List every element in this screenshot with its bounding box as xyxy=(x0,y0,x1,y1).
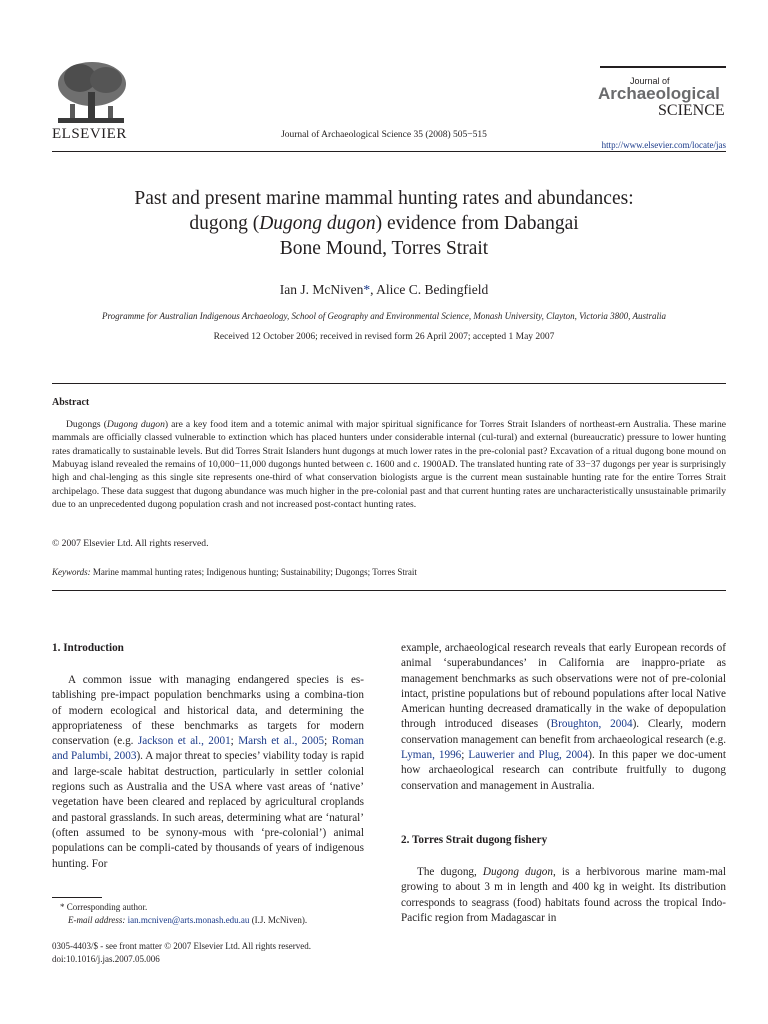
footnote-marker: * xyxy=(60,902,65,912)
issn-line: 0305-4403/$ - see front matter © 2007 Elsevier Ltd. All rights reserved. xyxy=(52,941,312,951)
citation-link[interactable]: Roman and Palumbi, 2003 xyxy=(52,735,365,763)
keywords-label: Keywords: xyxy=(52,567,91,577)
body-text: ). In this paper we doc-ument how archaeological research can contribute fruitfully to dugong conservation and management in Australia. xyxy=(401,749,727,792)
species-name: Dugong dugon xyxy=(482,866,553,878)
keywords-list: Marine mammal hunting rates; Indigenous hunting; Sustainability; Dugongs; Torres Strait xyxy=(92,567,417,577)
email-label: E-mail address: xyxy=(68,915,126,925)
journal-logo-line2: Archaeological xyxy=(598,84,720,103)
elsevier-tree-logo-icon xyxy=(52,58,130,126)
fishery-paragraph xyxy=(401,865,726,926)
title-line-2 xyxy=(60,211,708,236)
intro-continuation xyxy=(401,641,726,794)
body-text: ). Clearly, modern conservation management can benefit from archaeological research (e.g. xyxy=(401,718,727,746)
body-text: , is a herbivorous marine mam-mal growing to about 3 m in length and 400 kg in weight. Its distribution corresponds to seagrass (food) habitats found across the tropical Indo-Pacific region from Madagascar in xyxy=(401,866,726,924)
citation-link[interactable]: Broughton, 2004 xyxy=(550,718,633,731)
body-text: The dugong, xyxy=(417,866,483,878)
intro-heading xyxy=(52,641,364,656)
article-title xyxy=(60,186,708,261)
publisher-name: ELSEVIER xyxy=(52,126,127,142)
header-divider xyxy=(52,151,726,152)
citation-link[interactable]: Lyman, 1996 xyxy=(401,749,462,762)
body-text: A common issue with managing endangered species is es-tablishing pre-impact population benchmarks using a combina-tion of modern ecological and historical data, and determining the appropriateness of these benchmarks as targets for modern conservation (e.g. xyxy=(52,674,364,748)
title-species-name: Dugong dugon xyxy=(259,213,376,234)
fishery-heading xyxy=(401,833,726,848)
citation-link[interactable]: Marsh et al., 2005 xyxy=(238,735,325,748)
journal-citation: Journal of Archaeological Science 35 (2008) 505−515 xyxy=(281,130,487,140)
section-heading: 1. Introduction xyxy=(52,642,124,654)
body-text: example, archaeological research reveals that early European records of animal ‘superabundances’ in California are inappro-priate as management benchmarks as such observations were not of pre-colonial intact, pristine populations but of rebound populations after local Native American hunting decreased dramatically in the wake of depopulation through introduced diseases ( xyxy=(401,642,726,731)
title-divider xyxy=(52,383,726,384)
section-heading: 2. Torres Strait dugong fishery xyxy=(401,834,548,846)
abstract-segment: ) are a key food item and a totemic animal with major spiritual significance for Torres Strait Islanders of northeast-ern Australia. These marine mammals are officially classed vulnerable to extinction which has placed hunters under considerable internal (cul-tural) and external (bureaucratic) pressure to lower hunting rates dramatically to sustainable levels. But did Torres Strait Islanders hunt dugongs at much lower rates in the pre-colonial past? Excavation of a ritual dugong bone mound on Mabuyag island revealed the remains of 10,000−11,000 dugongs hunted between c. 1600 and c. 1900AD. The translated hunting rate of 33−37 dugongs per year is surprisingly high and chal-lenging as this single site represents one-third of what conservation biologists argue is the current mean sustainable hunting rate for the entire Torres Strait archipelago. These data suggest that dugong abundance was much higher in the pre-colonial past and that current hunting rates are uncharacteristically unsustainable primarily due to an unprecedented dugong population crash and not increased post-contact hunting rates. xyxy=(52,419,727,511)
journal-url-link[interactable]: http://www.elsevier.com/locate/jas xyxy=(601,140,726,150)
body-text: ; xyxy=(461,749,469,762)
received-dates: Received 12 October 2006; received in revised form 26 April 2007; accepted 1 May 2007 xyxy=(213,332,555,342)
author-list xyxy=(0,282,768,298)
title-line-3: Bone Mound, Torres Strait xyxy=(279,238,489,259)
body-text: ; xyxy=(230,735,239,748)
journal-logo-line3: SCIENCE xyxy=(658,102,725,119)
title-line-1: Past and present marine mammal hunting rates and abundances: xyxy=(134,188,634,209)
front-matter-footer xyxy=(52,940,382,966)
title-text: dugong ( xyxy=(189,213,260,234)
footnote xyxy=(52,901,364,927)
email-owner: (I.J. McNiven). xyxy=(251,915,308,925)
journal-logo-line1: Journal of xyxy=(630,76,670,86)
abstract-heading: Abstract xyxy=(52,397,90,408)
abstract-text xyxy=(52,418,726,511)
citation-link[interactable]: Jackson et al., 2001 xyxy=(137,735,231,748)
body-text: ). A major threat to species’ viability today is rapid and large-scale habitat destruction, particularly in settler colonial regions such as Australia and the USA where vast areas of ‘native’ vegetation have been cleared and replaced by agricultural croplands and pastoral grasslands. In such areas, determining what are ‘natural’ (often assumed to be synony-mous with ‘pre-colonial’) animal populations can be compli-cated by thousands of years of indigenous hunting. For xyxy=(52,750,365,870)
abstract-copyright: © 2007 Elsevier Ltd. All rights reserved. xyxy=(52,538,209,549)
corresponding-author-link[interactable]: * xyxy=(363,282,371,297)
author-name: Ian J. McNiven xyxy=(279,282,364,297)
keywords xyxy=(52,567,417,577)
citation-link[interactable]: Lauwerier and Plug, 2004 xyxy=(468,749,589,762)
abstract-divider xyxy=(52,590,726,591)
abstract-segment: Dugongs ( xyxy=(66,419,107,430)
intro-paragraph xyxy=(52,673,364,872)
footnote-text: Corresponding author. xyxy=(66,902,148,912)
abstract-species-name: Dugong dugon xyxy=(106,419,165,430)
affiliation: Programme for Australian Indigenous Archaeology, School of Geography and Environmental Science, Monash University, Clayton, Victoria 3800, Australia xyxy=(101,311,667,321)
doi-line: doi:10.1016/j.jas.2007.05.006 xyxy=(52,954,160,964)
body-text: ; xyxy=(324,735,332,748)
email-link[interactable]: ian.mcniven@arts.monash.edu.au xyxy=(127,915,250,925)
journal-logo-rule xyxy=(600,66,726,68)
footnote-divider xyxy=(52,897,102,898)
author-name: , Alice C. Bedingfield xyxy=(370,282,489,297)
title-text: ) evidence from Dabangai xyxy=(375,213,579,234)
